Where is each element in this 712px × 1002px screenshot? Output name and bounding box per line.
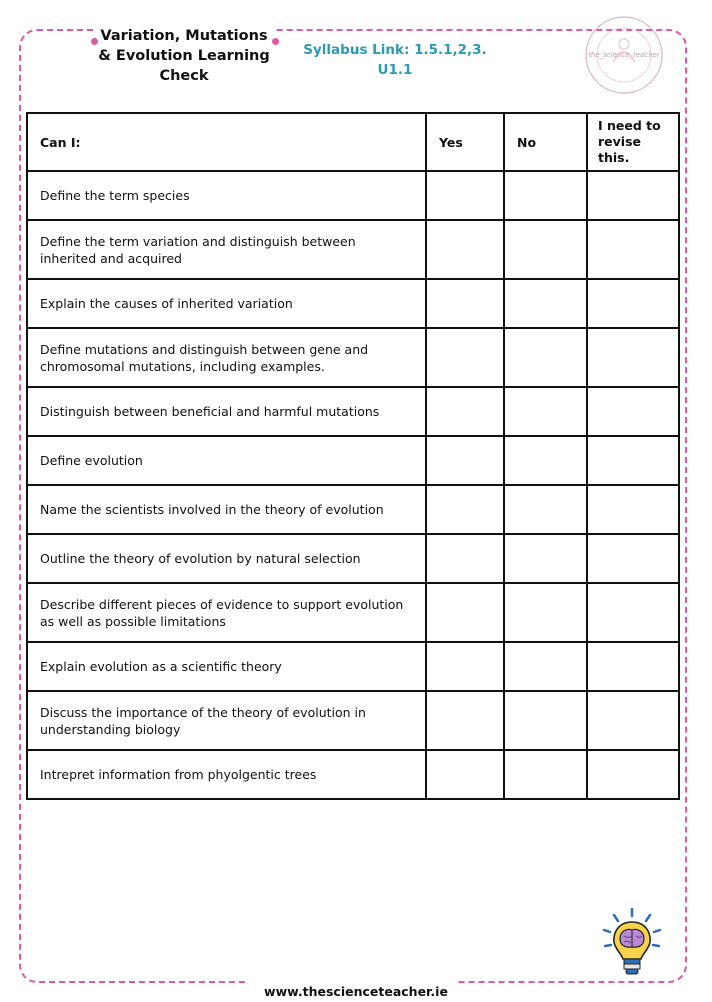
no-cell[interactable]: [504, 220, 587, 279]
no-cell[interactable]: [504, 387, 587, 436]
table-row: [27, 691, 679, 750]
revise-cell[interactable]: [587, 436, 679, 485]
table-row: [27, 750, 679, 799]
yes-cell[interactable]: [426, 691, 504, 750]
table-row: [27, 279, 679, 328]
table-header-row: [27, 113, 679, 171]
yes-cell[interactable]: [426, 436, 504, 485]
statement-cell: Define mutations and distinguish between gene and chromosomal mutations, including examples.: [27, 328, 426, 387]
statement-cell: Define evolution: [27, 436, 426, 485]
no-cell[interactable]: [504, 691, 587, 750]
table-row: [27, 387, 679, 436]
no-cell[interactable]: [504, 583, 587, 642]
yes-cell[interactable]: [426, 642, 504, 691]
learning-check-table: [26, 112, 680, 800]
revise-cell[interactable]: [587, 171, 679, 220]
revise-cell[interactable]: [587, 328, 679, 387]
revise-cell[interactable]: [587, 583, 679, 642]
statement-cell: Explain evolution as a scientific theory: [27, 642, 426, 691]
table-row: [27, 534, 679, 583]
statement-cell: Explain the causes of inherited variation: [27, 279, 426, 328]
yes-cell[interactable]: [426, 750, 504, 799]
yes-cell[interactable]: [426, 328, 504, 387]
no-cell[interactable]: [504, 534, 587, 583]
column-header-can-i: Can I:: [27, 113, 426, 171]
table-row: [27, 583, 679, 642]
statement-cell: Discuss the importance of the theory of evolution in understanding biology: [27, 691, 426, 750]
statement-cell: Name the scientists involved in the theory of evolution: [27, 485, 426, 534]
page-title: Variation, Mutations & Evolution Learning Check: [98, 28, 270, 84]
table-row: [27, 642, 679, 691]
statement-cell: Intrepret information from phyolgentic trees: [27, 750, 426, 799]
yes-cell[interactable]: [426, 485, 504, 534]
column-header-yes: Yes: [426, 113, 504, 171]
lightbulb-brain-icon: [600, 906, 664, 980]
syllabus-link: Syllabus Link: 1.5.1,2,3. U1.1: [303, 42, 487, 78]
yes-cell[interactable]: [426, 279, 504, 328]
revise-cell[interactable]: [587, 220, 679, 279]
revise-cell[interactable]: [587, 279, 679, 328]
border-dot-right: [272, 38, 279, 45]
yes-cell[interactable]: [426, 583, 504, 642]
no-cell[interactable]: [504, 328, 587, 387]
revise-cell[interactable]: [587, 691, 679, 750]
statement-cell: Define the term species: [27, 171, 426, 220]
table-row: [27, 436, 679, 485]
table-row: [27, 171, 679, 220]
yes-cell[interactable]: [426, 171, 504, 220]
yes-cell[interactable]: [426, 534, 504, 583]
revise-cell[interactable]: [587, 387, 679, 436]
statement-cell: Describe different pieces of evidence to support evolution as well as possible limitations: [27, 583, 426, 642]
no-cell[interactable]: [504, 642, 587, 691]
yes-cell[interactable]: [426, 220, 504, 279]
no-cell[interactable]: [504, 485, 587, 534]
no-cell[interactable]: [504, 171, 587, 220]
logo-text: the_science_teacher: [588, 51, 660, 59]
revise-cell[interactable]: [587, 534, 679, 583]
science-teacher-logo: [583, 14, 665, 96]
table-row: [27, 220, 679, 279]
column-header-revise: I need to revise this.: [587, 113, 679, 171]
revise-cell[interactable]: [587, 642, 679, 691]
no-cell[interactable]: [504, 436, 587, 485]
revise-cell[interactable]: [587, 750, 679, 799]
no-cell[interactable]: [504, 279, 587, 328]
footer-url: www.thescienceteacher.ie: [264, 984, 448, 999]
revise-cell[interactable]: [587, 485, 679, 534]
statement-cell: Define the term variation and distinguish between inherited and acquired: [27, 220, 426, 279]
table-row: [27, 328, 679, 387]
no-cell[interactable]: [504, 750, 587, 799]
table-row: [27, 485, 679, 534]
statement-cell: Outline the theory of evolution by natural selection: [27, 534, 426, 583]
yes-cell[interactable]: [426, 387, 504, 436]
statement-cell: Distinguish between beneficial and harmful mutations: [27, 387, 426, 436]
column-header-no: No: [504, 113, 587, 171]
